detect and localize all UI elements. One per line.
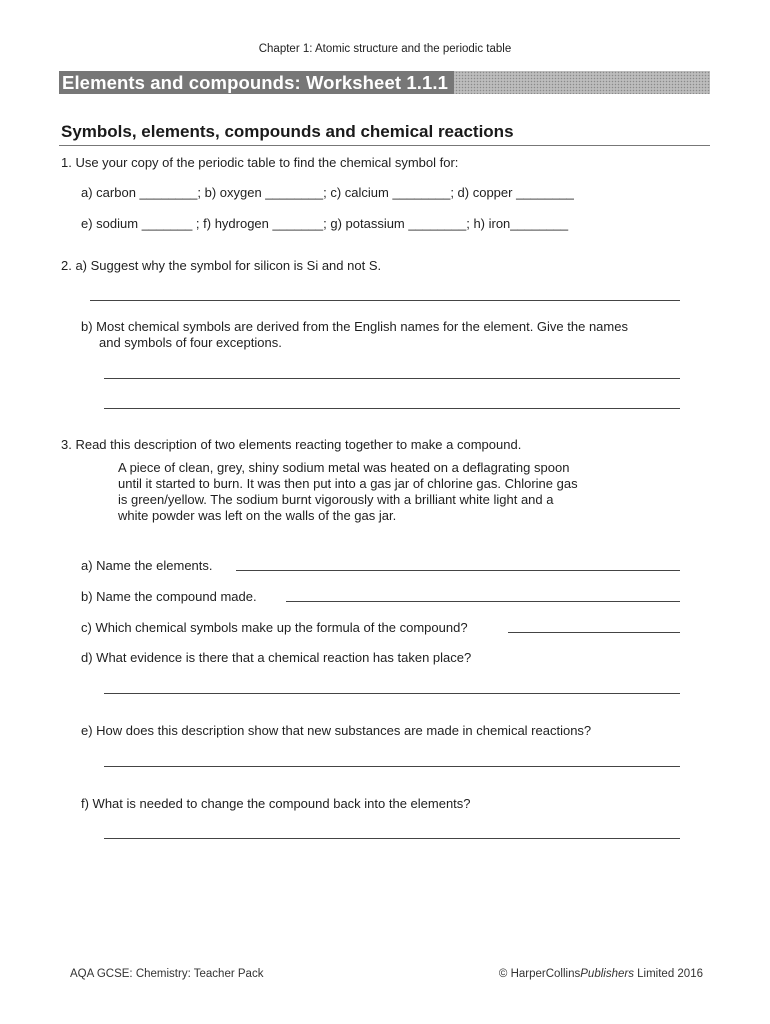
q3b-prompt: b) Name the compound made.: [81, 589, 257, 604]
q3d-prompt: d) What evidence is there that a chemical reaction has taken place?: [81, 650, 472, 665]
section-title: Symbols, elements, compounds and chemical reactions: [61, 122, 514, 141]
footer-copyright: [499, 968, 703, 980]
q2b-answer-line-1: [104, 378, 680, 379]
q3a-answer-line: [236, 570, 680, 571]
worksheet-banner: [59, 71, 710, 94]
section-divider: [59, 145, 710, 146]
q2a-answer-line: [90, 300, 680, 301]
q2b-prompt-line-1: b) Most chemical symbols are derived from the English names for the element. Give the names: [81, 319, 628, 334]
q1-line-2: e) sodium _______ ; f) hydrogen _______; g) potassium ________; h) iron________: [81, 216, 569, 231]
copyright-prefix: © HarperCollins: [498, 968, 581, 980]
worksheet-title: Elements and compounds: Worksheet 1.1.1: [59, 71, 454, 94]
q3c-answer-line: [508, 632, 680, 633]
q3c-prompt: c) Which chemical symbols make up the formula of the compound?: [81, 620, 468, 635]
copyright-italic: Publishers: [580, 968, 634, 980]
q2b-prompt-line-2: and symbols of four exceptions.: [99, 335, 282, 350]
footer-publication: AQA GCSE: Chemistry: Teacher Pack: [70, 968, 264, 980]
q3-passage-line: white powder was left on the walls of the gas jar.: [118, 508, 397, 523]
q3f-answer-line: [104, 838, 680, 839]
q3e-prompt: e) How does this description show that new substances are made in chemical reactions?: [81, 723, 592, 738]
q3b-answer-line: [286, 601, 680, 602]
q3d-answer-line: [104, 693, 680, 694]
copyright-suffix: Limited 2016: [633, 968, 703, 980]
q3-passage: [118, 460, 638, 524]
q3-passage-line: is green/yellow. The sodium burnt vigorously with a brilliant white light and a: [118, 492, 554, 507]
q3-passage-line: until it started to burn. It was then put into a gas jar of chlorine gas. Chlorine gas: [118, 476, 578, 491]
q3f-prompt: f) What is needed to change the compound back into the elements?: [81, 796, 471, 811]
q3e-answer-line: [104, 766, 680, 767]
q1-prompt: 1. Use your copy of the periodic table to find the chemical symbol for:: [61, 155, 459, 170]
q3a-prompt: a) Name the elements.: [81, 558, 213, 573]
q2a-prompt: 2. a) Suggest why the symbol for silicon is Si and not S.: [61, 258, 382, 273]
q3-prompt: 3. Read this description of two elements reacting together to make a compound.: [61, 437, 522, 452]
chapter-header: Chapter 1: Atomic structure and the periodic table: [258, 43, 512, 55]
q1-line-1: a) carbon ________; b) oxygen ________; c) calcium ________; d) copper ________: [81, 185, 574, 200]
q3-passage-line: A piece of clean, grey, shiny sodium metal was heated on a deflagrating spoon: [118, 460, 570, 475]
q2b-answer-line-2: [104, 408, 680, 409]
